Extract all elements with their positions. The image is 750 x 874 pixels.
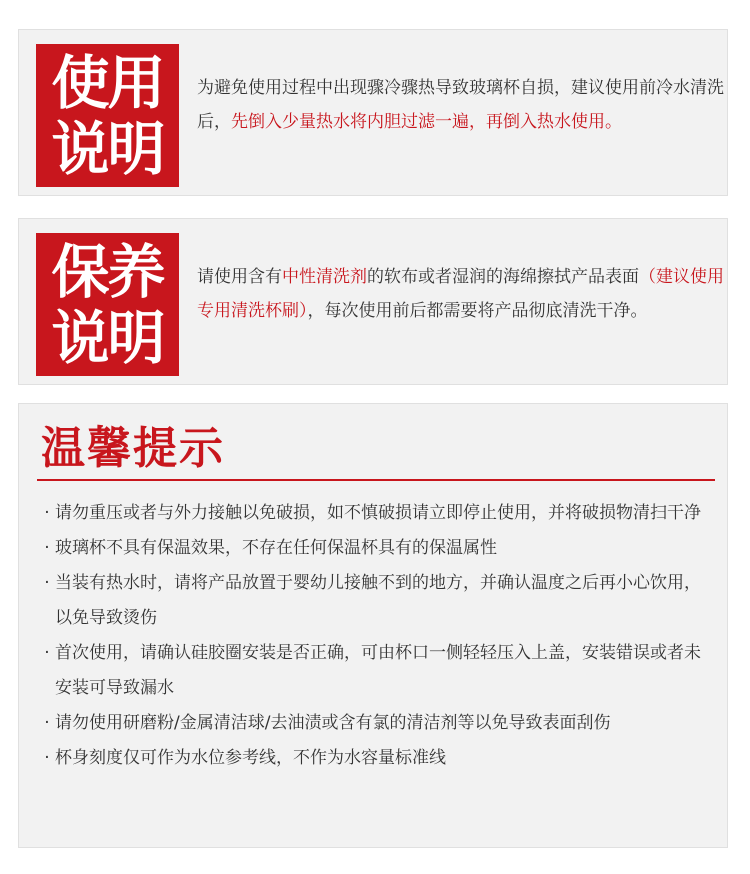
- usage-card: [18, 29, 728, 196]
- tip-item: [41, 741, 711, 776]
- usage-text-a: 为避免使用过程中出现骤冷骤热导致玻璃杯自损，建议使用前冷水清洗后，: [197, 78, 724, 132]
- tips-divider: [37, 479, 715, 481]
- tip-text: 玻璃杯不具有保温效果，不存在任何保温杯具有的保温属性: [55, 538, 497, 558]
- tip-item: [41, 636, 711, 706]
- tip-text: 当装有热水时，请将产品放置于婴幼儿接触不到的地方，并确认温度之后再小心饮用，以免导致烫伤: [55, 573, 701, 628]
- tips-list: [41, 496, 711, 776]
- tips-title: 温馨提示: [41, 423, 225, 474]
- tip-item: [41, 531, 711, 566]
- care-text-a: 请使用含有: [197, 267, 282, 287]
- care-badge: [36, 233, 179, 376]
- care-text: [197, 260, 727, 328]
- care-text-highlight2: （建议使用专用清洗杯刷）: [197, 267, 724, 321]
- bullet-icon: ·: [44, 713, 50, 733]
- usage-badge-line2: 说明: [51, 115, 164, 183]
- tips-card: [18, 403, 728, 848]
- bullet-icon: ·: [44, 643, 50, 663]
- care-text-c: ，每次使用前后都需要将产品彻底清洗干净。: [307, 301, 648, 321]
- bullet-icon: ·: [44, 748, 50, 768]
- tip-text: 杯身刻度仅可作为水位参考线，不作为水容量标准线: [55, 748, 446, 768]
- tip-item: [41, 566, 711, 636]
- care-text-highlight1: 中性清洗剂: [282, 267, 367, 287]
- bullet-icon: ·: [44, 538, 50, 558]
- care-badge-line2: 说明: [51, 304, 164, 372]
- usage-badge-line1: 使用: [51, 49, 164, 117]
- tip-text: 请勿使用研磨粉/金属清洁球/去油渍或含有氯的清洁剂等以免导致表面刮伤: [55, 713, 611, 733]
- care-card: [18, 218, 728, 385]
- tip-text: 首次使用，请确认硅胶圈安装是否正确，可由杯口一侧轻轻压入上盖，安装错误或者未安装可导致漏水: [55, 643, 701, 698]
- care-badge-line1: 保养: [51, 238, 164, 306]
- bullet-icon: ·: [44, 573, 50, 593]
- usage-text-highlight: 先倒入少量热水将内胆过滤一遍，再倒入热水使用。: [231, 112, 622, 132]
- bullet-icon: ·: [44, 503, 50, 523]
- tip-text: 请勿重压或者与外力接触以免破损，如不慎破损请立即停止使用，并将破损物清扫干净: [55, 503, 701, 523]
- care-text-b: 的软布或者湿润的海绵擦拭产品表面: [367, 267, 639, 287]
- usage-text: [197, 71, 727, 139]
- tip-item: [41, 706, 711, 741]
- usage-badge: [36, 44, 179, 187]
- tip-item: [41, 496, 711, 531]
